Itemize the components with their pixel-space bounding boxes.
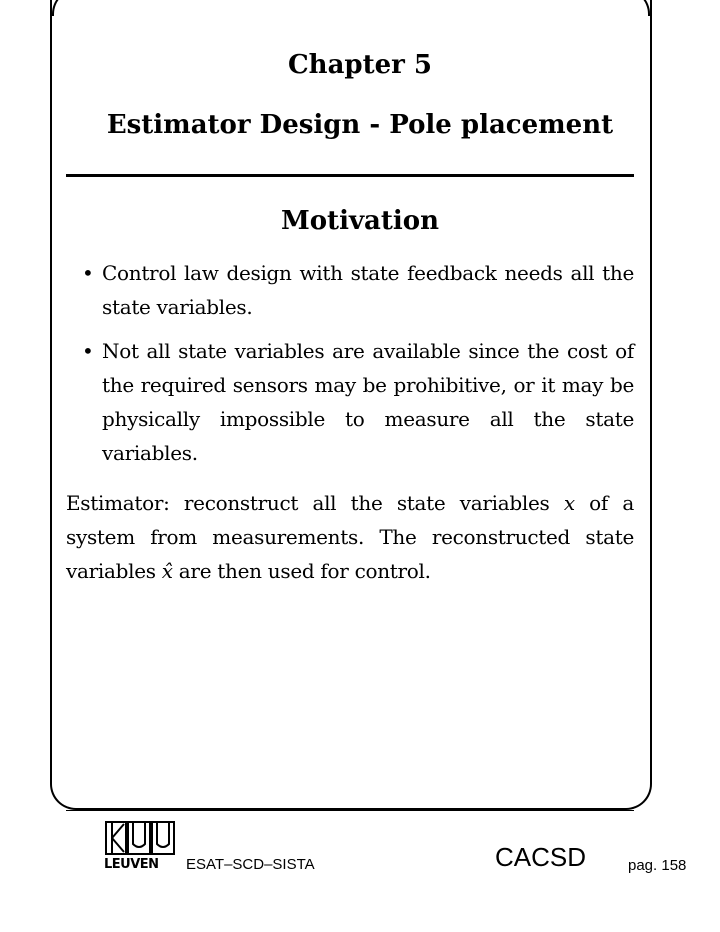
bullet-text: Control law design with state feedback needs all the state variables. — [102, 261, 634, 319]
department-label: ESAT–SCD–SISTA — [186, 856, 315, 873]
list-item — [66, 334, 634, 470]
paragraph-text: are then used for control. — [172, 559, 431, 583]
bullet-list — [66, 256, 634, 480]
chapter-number: Chapter 5 — [287, 50, 432, 80]
section-title: Motivation — [280, 206, 440, 236]
bullet-icon: • — [82, 261, 94, 285]
bullet-icon: • — [82, 339, 94, 363]
footer-divider — [66, 810, 634, 811]
estimator-paragraph — [66, 486, 634, 588]
title-divider — [66, 174, 634, 177]
chapter-title: Estimator Design - Pole placement — [106, 110, 614, 140]
course-label: CACSD — [495, 842, 587, 872]
bullet-text: Not all state variables are available since the cost of the required sensors may be prohibitive, or it may be physically impossible to measure all the state variables. — [102, 339, 634, 465]
page-number: pag. 158 — [628, 857, 687, 874]
list-item — [66, 256, 634, 324]
frame-corner-right — [614, 0, 650, 16]
state-variable-x: x — [563, 491, 575, 515]
logo-wordmark: LEUVEN — [104, 857, 159, 872]
frame-corner-left — [52, 0, 88, 16]
paragraph-text: Estimator: reconstruct all the state variables — [66, 491, 564, 515]
paragraph-text: of a system from measurements. The reconstructed state variables — [66, 491, 634, 583]
state-estimate-xhat: x̂ — [161, 559, 173, 583]
